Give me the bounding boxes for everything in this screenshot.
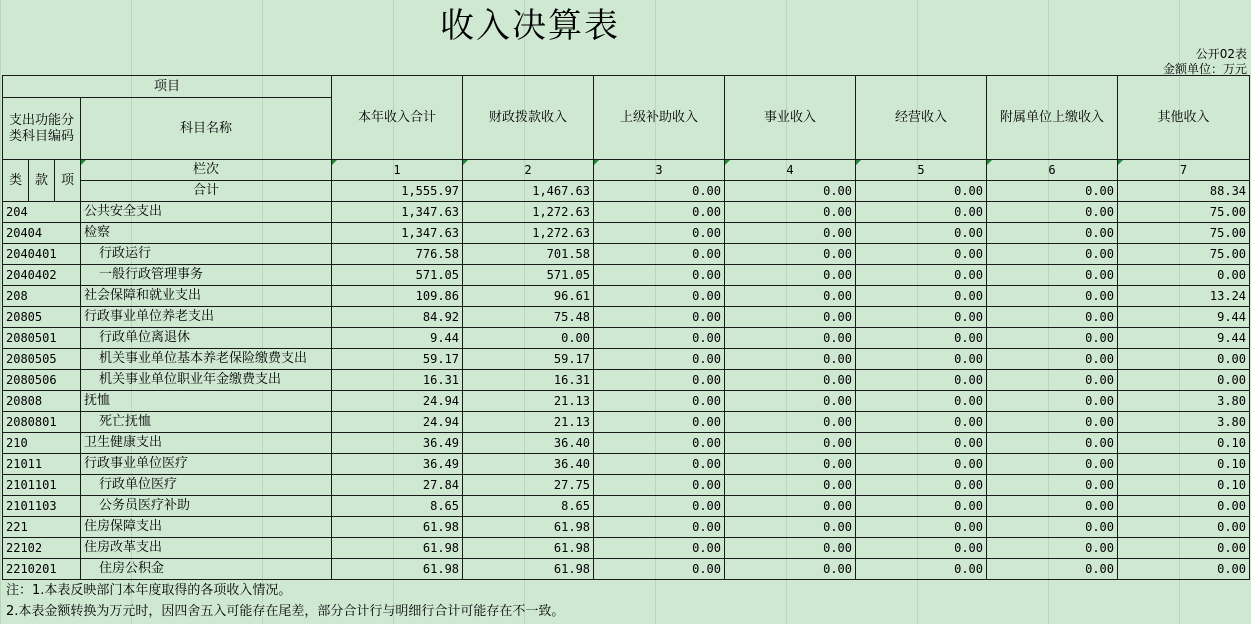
row-value-col-1[interactable]: 16.31 <box>332 370 463 391</box>
row-value-col-3[interactable]: 0.00 <box>594 517 725 538</box>
table-row <box>3 244 1250 265</box>
row-value-col-6[interactable]: 0.00 <box>987 496 1118 517</box>
row-value-col-7[interactable]: 0.00 <box>1118 559 1250 580</box>
row-subject-name[interactable]: 住房改革支出 <box>81 538 332 559</box>
row-value-col-1[interactable]: 27.84 <box>332 475 463 496</box>
col-number-7[interactable]: 7 <box>1118 160 1250 181</box>
header-col-other[interactable]: 其他收入 <box>1118 76 1250 160</box>
total-value[interactable]: 88.34 <box>1118 181 1250 202</box>
col-number-3[interactable]: 3 <box>594 160 725 181</box>
row-value-col-6[interactable]: 0.00 <box>987 454 1118 475</box>
table-row <box>3 412 1250 433</box>
row-value-col-2[interactable]: 0.00 <box>463 328 594 349</box>
header-kuan[interactable]: 款 <box>29 160 55 202</box>
header-lei[interactable]: 类 <box>3 160 29 202</box>
row-subject-name[interactable]: 公共安全支出 <box>81 202 332 223</box>
row-subject-name[interactable]: 行政运行 <box>81 244 332 265</box>
row-value-col-1[interactable]: 61.98 <box>332 559 463 580</box>
row-value-col-1[interactable]: 59.17 <box>332 349 463 370</box>
row-value-col-5[interactable]: 0.00 <box>856 370 987 391</box>
row-value-col-6[interactable]: 0.00 <box>987 412 1118 433</box>
note-2: 2.本表金额转换为万元时，因四舍五入可能存在尾差，部分合计行与明细行合计可能存在不一致。 <box>6 604 565 619</box>
row-value-col-7[interactable]: 0.10 <box>1118 454 1250 475</box>
row-value-col-4[interactable]: 0.00 <box>725 244 856 265</box>
row-value-col-5[interactable]: 0.00 <box>856 454 987 475</box>
col-number-4[interactable]: 4 <box>725 160 856 181</box>
row-value-col-3[interactable]: 0.00 <box>594 286 725 307</box>
row-value-col-5[interactable]: 0.00 <box>856 202 987 223</box>
row-subject-name[interactable]: 公务员医疗补助 <box>81 496 332 517</box>
row-value-col-7[interactable]: 9.44 <box>1118 307 1250 328</box>
header-lanci[interactable]: 栏次 <box>81 160 332 181</box>
row-value-col-5[interactable]: 0.00 <box>856 223 987 244</box>
row-value-col-4[interactable]: 0.00 <box>725 223 856 244</box>
row-value-col-5[interactable]: 0.00 <box>856 286 987 307</box>
row-value-col-5[interactable]: 0.00 <box>856 559 987 580</box>
row-func-code[interactable]: 2040402 <box>3 265 81 286</box>
row-value-col-4[interactable]: 0.00 <box>725 349 856 370</box>
row-func-code[interactable]: 2210201 <box>3 559 81 580</box>
table-row <box>3 391 1250 412</box>
row-value-col-4[interactable]: 0.00 <box>725 454 856 475</box>
table-row <box>3 454 1250 475</box>
table-row <box>3 223 1250 244</box>
row-value-col-7[interactable]: 9.44 <box>1118 328 1250 349</box>
row-value-col-4[interactable]: 0.00 <box>725 391 856 412</box>
col-number-5[interactable]: 5 <box>856 160 987 181</box>
row-value-col-1[interactable]: 776.58 <box>332 244 463 265</box>
amount-unit: 金额单位：万元 <box>1162 62 1247 76</box>
total-value[interactable]: 0.00 <box>856 181 987 202</box>
row-value-col-2[interactable]: 1,272.63 <box>463 202 594 223</box>
row-value-col-6[interactable]: 0.00 <box>987 265 1118 286</box>
row-value-col-2[interactable]: 16.31 <box>463 370 594 391</box>
row-subject-name[interactable]: 行政事业单位养老支出 <box>81 307 332 328</box>
header-func-code[interactable]: 支出功能分类科目编码 <box>3 98 81 160</box>
row-func-code[interactable]: 2080501 <box>3 328 81 349</box>
row-value-col-1[interactable]: 24.94 <box>332 412 463 433</box>
table-row <box>3 517 1250 538</box>
row-value-col-6[interactable]: 0.00 <box>987 307 1118 328</box>
table-row <box>3 286 1250 307</box>
row-func-code[interactable]: 20805 <box>3 307 81 328</box>
row-value-col-1[interactable]: 9.44 <box>332 328 463 349</box>
row-subject-name[interactable]: 一般行政管理事务 <box>81 265 332 286</box>
row-value-col-2[interactable]: 27.75 <box>463 475 594 496</box>
row-value-col-6[interactable]: 0.00 <box>987 202 1118 223</box>
row-func-code[interactable]: 22102 <box>3 538 81 559</box>
row-value-col-7[interactable]: 0.00 <box>1118 370 1250 391</box>
row-value-col-3[interactable]: 0.00 <box>594 412 725 433</box>
note-1: 注：1.本表反映部门本年度取得的各项收入情况。 <box>6 583 292 598</box>
row-value-col-7[interactable]: 0.10 <box>1118 475 1250 496</box>
row-value-col-1[interactable]: 61.98 <box>332 517 463 538</box>
table-row <box>3 265 1250 286</box>
total-value[interactable]: 1,467.63 <box>463 181 594 202</box>
header-xiang[interactable]: 项 <box>55 160 81 202</box>
col-number-2[interactable]: 2 <box>463 160 594 181</box>
income-table <box>2 75 1250 580</box>
data-rows <box>3 202 1250 580</box>
row-value-col-6[interactable]: 0.00 <box>987 517 1118 538</box>
row-value-col-2[interactable]: 75.48 <box>463 307 594 328</box>
row-value-col-6[interactable]: 0.00 <box>987 370 1118 391</box>
row-func-code[interactable]: 2040401 <box>3 244 81 265</box>
row-func-code[interactable]: 2101101 <box>3 475 81 496</box>
row-subject-name[interactable]: 行政单位离退休 <box>81 328 332 349</box>
table-row <box>3 307 1250 328</box>
row-value-col-5[interactable]: 0.00 <box>856 265 987 286</box>
row-value-col-3[interactable]: 0.00 <box>594 433 725 454</box>
total-value[interactable]: 0.00 <box>987 181 1118 202</box>
row-value-col-7[interactable]: 75.00 <box>1118 244 1250 265</box>
col-number-6[interactable]: 6 <box>987 160 1118 181</box>
row-value-col-5[interactable]: 0.00 <box>856 349 987 370</box>
row-value-col-3[interactable]: 0.00 <box>594 496 725 517</box>
total-value[interactable]: 0.00 <box>594 181 725 202</box>
row-value-col-1[interactable]: 1,347.63 <box>332 202 463 223</box>
row-func-code[interactable]: 221 <box>3 517 81 538</box>
row-value-col-4[interactable]: 0.00 <box>725 433 856 454</box>
row-value-col-2[interactable]: 21.13 <box>463 391 594 412</box>
header-col-affiliate[interactable]: 附属单位上缴收入 <box>987 76 1118 160</box>
row-value-col-4[interactable]: 0.00 <box>725 475 856 496</box>
row-value-col-7[interactable]: 0.00 <box>1118 538 1250 559</box>
row-value-col-2[interactable]: 59.17 <box>463 349 594 370</box>
row-value-col-2[interactable]: 1,272.63 <box>463 223 594 244</box>
row-value-col-6[interactable]: 0.00 <box>987 286 1118 307</box>
row-subject-name[interactable]: 死亡抚恤 <box>81 412 332 433</box>
row-value-col-1[interactable]: 109.86 <box>332 286 463 307</box>
row-subject-name[interactable]: 机关事业单位职业年金缴费支出 <box>81 370 332 391</box>
row-func-code[interactable]: 2101103 <box>3 496 81 517</box>
row-value-col-3[interactable]: 0.00 <box>594 370 725 391</box>
row-func-code[interactable]: 2080505 <box>3 349 81 370</box>
header-col-fiscal[interactable]: 财政拨款收入 <box>463 76 594 160</box>
row-func-code[interactable]: 21011 <box>3 454 81 475</box>
row-func-code[interactable]: 204 <box>3 202 81 223</box>
row-value-col-4[interactable]: 0.00 <box>725 202 856 223</box>
row-value-col-1[interactable]: 24.94 <box>332 391 463 412</box>
row-value-col-2[interactable]: 61.98 <box>463 517 594 538</box>
header-col-operating[interactable]: 经营收入 <box>856 76 987 160</box>
row-value-col-7[interactable]: 0.00 <box>1118 517 1250 538</box>
row-value-col-3[interactable]: 0.00 <box>594 328 725 349</box>
header-col-total[interactable]: 本年收入合计 <box>332 76 463 160</box>
row-value-col-3[interactable]: 0.00 <box>594 265 725 286</box>
row-value-col-1[interactable]: 571.05 <box>332 265 463 286</box>
row-value-col-7[interactable]: 3.80 <box>1118 412 1250 433</box>
row-value-col-5[interactable]: 0.00 <box>856 244 987 265</box>
row-func-code[interactable]: 208 <box>3 286 81 307</box>
row-value-col-4[interactable]: 0.00 <box>725 307 856 328</box>
row-subject-name[interactable]: 住房公积金 <box>81 559 332 580</box>
row-value-col-7[interactable]: 13.24 <box>1118 286 1250 307</box>
page-title: 收入决算表 <box>440 6 620 46</box>
row-value-col-2[interactable]: 61.98 <box>463 559 594 580</box>
row-subject-name[interactable]: 行政事业单位医疗 <box>81 454 332 475</box>
row-func-code[interactable]: 2080506 <box>3 370 81 391</box>
total-label[interactable]: 合计 <box>81 181 332 202</box>
row-value-col-4[interactable]: 0.00 <box>725 496 856 517</box>
table-row <box>3 538 1250 559</box>
row-value-col-5[interactable]: 0.00 <box>856 496 987 517</box>
row-value-col-3[interactable]: 0.00 <box>594 223 725 244</box>
row-subject-name[interactable]: 卫生健康支出 <box>81 433 332 454</box>
row-value-col-7[interactable]: 0.00 <box>1118 496 1250 517</box>
row-value-col-2[interactable]: 36.40 <box>463 433 594 454</box>
header-col-business[interactable]: 事业收入 <box>725 76 856 160</box>
row-value-col-7[interactable]: 0.10 <box>1118 433 1250 454</box>
row-value-col-7[interactable]: 75.00 <box>1118 223 1250 244</box>
header-col-superior[interactable]: 上级补助收入 <box>594 76 725 160</box>
row-value-col-2[interactable]: 96.61 <box>463 286 594 307</box>
table-row <box>3 496 1250 517</box>
row-value-col-1[interactable]: 36.49 <box>332 433 463 454</box>
row-value-col-1[interactable]: 84.92 <box>332 307 463 328</box>
row-value-col-3[interactable]: 0.00 <box>594 559 725 580</box>
row-value-col-2[interactable]: 21.13 <box>463 412 594 433</box>
row-value-col-6[interactable]: 0.00 <box>987 559 1118 580</box>
row-value-col-3[interactable]: 0.00 <box>594 475 725 496</box>
row-value-col-5[interactable]: 0.00 <box>856 433 987 454</box>
row-value-col-5[interactable]: 0.00 <box>856 538 987 559</box>
row-value-col-3[interactable]: 0.00 <box>594 307 725 328</box>
row-value-col-6[interactable]: 0.00 <box>987 223 1118 244</box>
row-value-col-5[interactable]: 0.00 <box>856 517 987 538</box>
row-subject-name[interactable]: 检察 <box>81 223 332 244</box>
row-value-col-1[interactable]: 1,347.63 <box>332 223 463 244</box>
row-value-col-5[interactable]: 0.00 <box>856 328 987 349</box>
table-row <box>3 202 1250 223</box>
table-row <box>3 328 1250 349</box>
row-value-col-6[interactable]: 0.00 <box>987 328 1118 349</box>
row-value-col-7[interactable]: 75.00 <box>1118 202 1250 223</box>
row-func-code[interactable]: 20404 <box>3 223 81 244</box>
row-value-col-4[interactable]: 0.00 <box>725 370 856 391</box>
table-row <box>3 370 1250 391</box>
row-value-col-5[interactable]: 0.00 <box>856 307 987 328</box>
row-subject-name[interactable]: 行政单位医疗 <box>81 475 332 496</box>
row-value-col-3[interactable]: 0.00 <box>594 454 725 475</box>
row-value-col-2[interactable]: 701.58 <box>463 244 594 265</box>
row-value-col-2[interactable]: 36.40 <box>463 454 594 475</box>
row-value-col-1[interactable]: 8.65 <box>332 496 463 517</box>
header-subject-name[interactable]: 科目名称 <box>81 98 332 160</box>
row-value-col-2[interactable]: 61.98 <box>463 538 594 559</box>
table-row <box>3 559 1250 580</box>
header-project[interactable]: 项目 <box>3 76 332 98</box>
row-func-code[interactable]: 210 <box>3 433 81 454</box>
table-row <box>3 475 1250 496</box>
row-value-col-3[interactable]: 0.00 <box>594 349 725 370</box>
row-value-col-5[interactable]: 0.00 <box>856 475 987 496</box>
row-value-col-1[interactable]: 61.98 <box>332 538 463 559</box>
row-value-col-4[interactable]: 0.00 <box>725 538 856 559</box>
total-value[interactable]: 1,555.97 <box>332 181 463 202</box>
table-row <box>3 349 1250 370</box>
row-value-col-4[interactable]: 0.00 <box>725 559 856 580</box>
row-value-col-6[interactable]: 0.00 <box>987 475 1118 496</box>
row-value-col-3[interactable]: 0.00 <box>594 391 725 412</box>
row-value-col-3[interactable]: 0.00 <box>594 244 725 265</box>
row-value-col-7[interactable]: 0.00 <box>1118 349 1250 370</box>
row-value-col-4[interactable]: 0.00 <box>725 286 856 307</box>
row-func-code[interactable]: 20808 <box>3 391 81 412</box>
row-value-col-6[interactable]: 0.00 <box>987 244 1118 265</box>
row-value-col-5[interactable]: 0.00 <box>856 391 987 412</box>
row-subject-name[interactable]: 机关事业单位基本养老保险缴费支出 <box>81 349 332 370</box>
row-value-col-4[interactable]: 0.00 <box>725 412 856 433</box>
row-value-col-4[interactable]: 0.00 <box>725 517 856 538</box>
row-subject-name[interactable]: 社会保障和就业支出 <box>81 286 332 307</box>
row-subject-name[interactable]: 住房保障支出 <box>81 517 332 538</box>
row-value-col-6[interactable]: 0.00 <box>987 391 1118 412</box>
row-value-col-1[interactable]: 36.49 <box>332 454 463 475</box>
row-value-col-4[interactable]: 0.00 <box>725 328 856 349</box>
row-value-col-3[interactable]: 0.00 <box>594 202 725 223</box>
row-value-col-6[interactable]: 0.00 <box>987 538 1118 559</box>
row-value-col-3[interactable]: 0.00 <box>594 538 725 559</box>
row-value-col-2[interactable]: 571.05 <box>463 265 594 286</box>
row-value-col-4[interactable]: 0.00 <box>725 265 856 286</box>
row-value-col-7[interactable]: 0.00 <box>1118 265 1250 286</box>
table-code: 公开02表 <box>1195 47 1247 61</box>
row-value-col-5[interactable]: 0.00 <box>856 412 987 433</box>
row-value-col-7[interactable]: 3.80 <box>1118 391 1250 412</box>
row-value-col-6[interactable]: 0.00 <box>987 433 1118 454</box>
row-value-col-6[interactable]: 0.00 <box>987 349 1118 370</box>
total-value[interactable]: 0.00 <box>725 181 856 202</box>
row-subject-name[interactable]: 抚恤 <box>81 391 332 412</box>
row-func-code[interactable]: 2080801 <box>3 412 81 433</box>
row-value-col-2[interactable]: 8.65 <box>463 496 594 517</box>
table-row <box>3 433 1250 454</box>
col-number-1[interactable]: 1 <box>332 160 463 181</box>
